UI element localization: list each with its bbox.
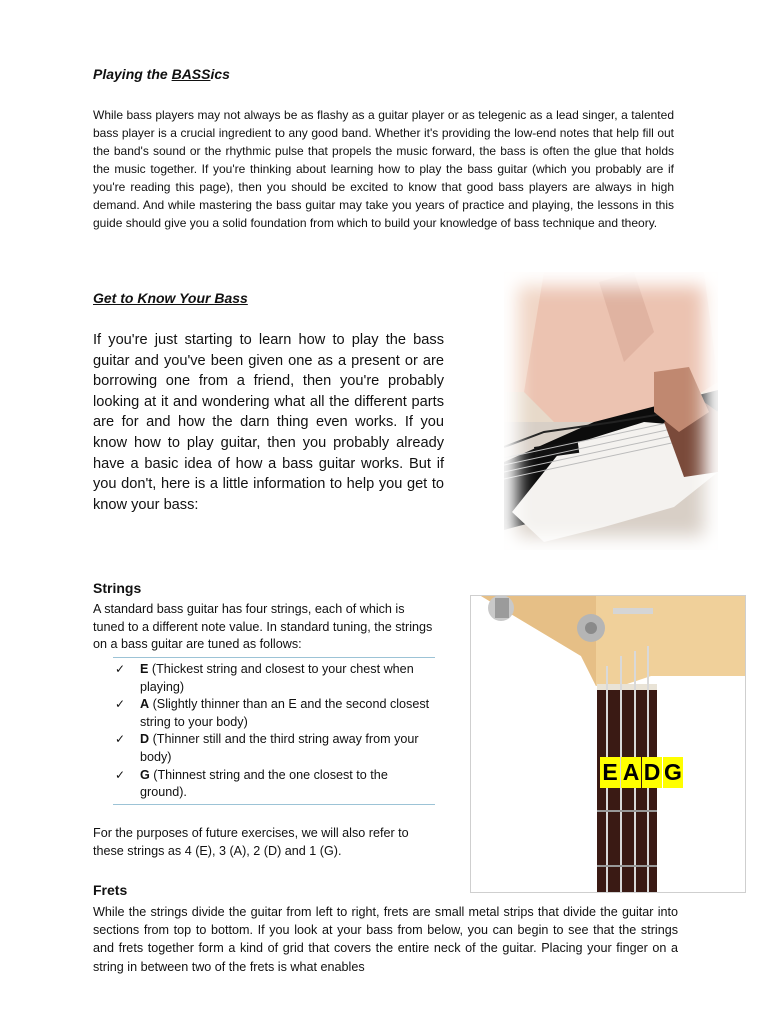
string-list <box>115 661 435 802</box>
string-note: E <box>140 662 149 676</box>
checkmark-icon: ✓ <box>115 732 126 747</box>
frets-paragraph: While the strings divide the guitar from left to right, frets are small metal strips that divide the guitar into sections from top to bottom. If you look at your bass from below, you can begin to see that the strings and frets together form a kind of grid that covers the entire neck of the guitar. Placing your finger on a string in between two of the frets is what enables <box>93 905 678 974</box>
neck-label-g: G <box>663 757 683 788</box>
neck-label-e: E <box>600 757 620 788</box>
neck-label-d: D <box>642 757 662 788</box>
string-description: (Thickest string and closest to your chest when playing) <box>140 662 414 694</box>
list-item <box>115 661 435 696</box>
title-suffix: ics <box>210 66 230 82</box>
bass-player-photo <box>504 272 718 550</box>
strings-heading: Strings <box>93 580 142 596</box>
title-underlined: BASS <box>171 66 211 82</box>
string-description: (Slightly thinner than an E and the second closest string to your body) <box>140 697 430 729</box>
list-item <box>115 731 435 766</box>
checkmark-icon: ✓ <box>115 662 126 676</box>
frets-heading: Frets <box>93 882 128 898</box>
intro-paragraph: While bass players may not always be as flashy as a guitar player or as telegenic as a lead singer, a talented bass player is a crucial ingredient to any good band. Whether it's providing the low-end notes that help fill out the band's sound or the rhythmic pulse that propels the music forward, the bass is often the glue that holds the music together. If you're thinking about learning how to play the bass guitar (which you probably are if you're reading this page), then you should be excited to know that good bass players are always in high demand. And while mastering the bass guitar may take you years of practice and playing, the lessons in this guide should give you a solid foundation from which to build your knowledge of bass technique and theory. <box>93 108 674 230</box>
string-note: A <box>140 697 150 712</box>
page-title <box>93 66 230 82</box>
list-item <box>115 696 435 731</box>
string-note: D <box>140 732 150 747</box>
bass-neck-photo <box>470 595 746 893</box>
list-bottom-divider <box>113 804 435 805</box>
string-description: (Thinnest string and the one closest to the ground). <box>140 767 388 800</box>
strings-numbering-note: For the purposes of future exercises, we will also refer to these strings as 4 (E), 3 (A), 2 (D) and 1 (G). <box>93 826 409 858</box>
know-your-bass-heading: Get to Know Your Bass <box>93 290 248 306</box>
strings-paragraph: A standard bass guitar has four strings, each of which is tuned to a different note value. In standard tuning, the strings on a bass guitar are tuned as follows: <box>93 602 433 652</box>
string-note: G <box>140 767 150 782</box>
checkmark-icon: ✓ <box>115 767 126 782</box>
list-top-divider <box>113 657 435 658</box>
know-your-bass-paragraph: If you're just starting to learn how to play the bass guitar and you've been given one as a present or are borrowing one from a friend, then you're probably looking at it and wondering what all the different parts are for and how the darn thing even works. If you know how to play guitar, then you probably already have a basic idea of how a bass guitar works. But if you don't, here is a little information to help you get to know your bass: <box>93 332 444 513</box>
list-item <box>115 767 435 802</box>
string-description: (Thinner still and the third string away from your body) <box>140 732 419 764</box>
title-prefix: Playing the <box>93 66 172 82</box>
string-note-labels <box>600 757 684 788</box>
neck-label-a: A <box>621 757 641 788</box>
checkmark-icon: ✓ <box>115 697 126 712</box>
